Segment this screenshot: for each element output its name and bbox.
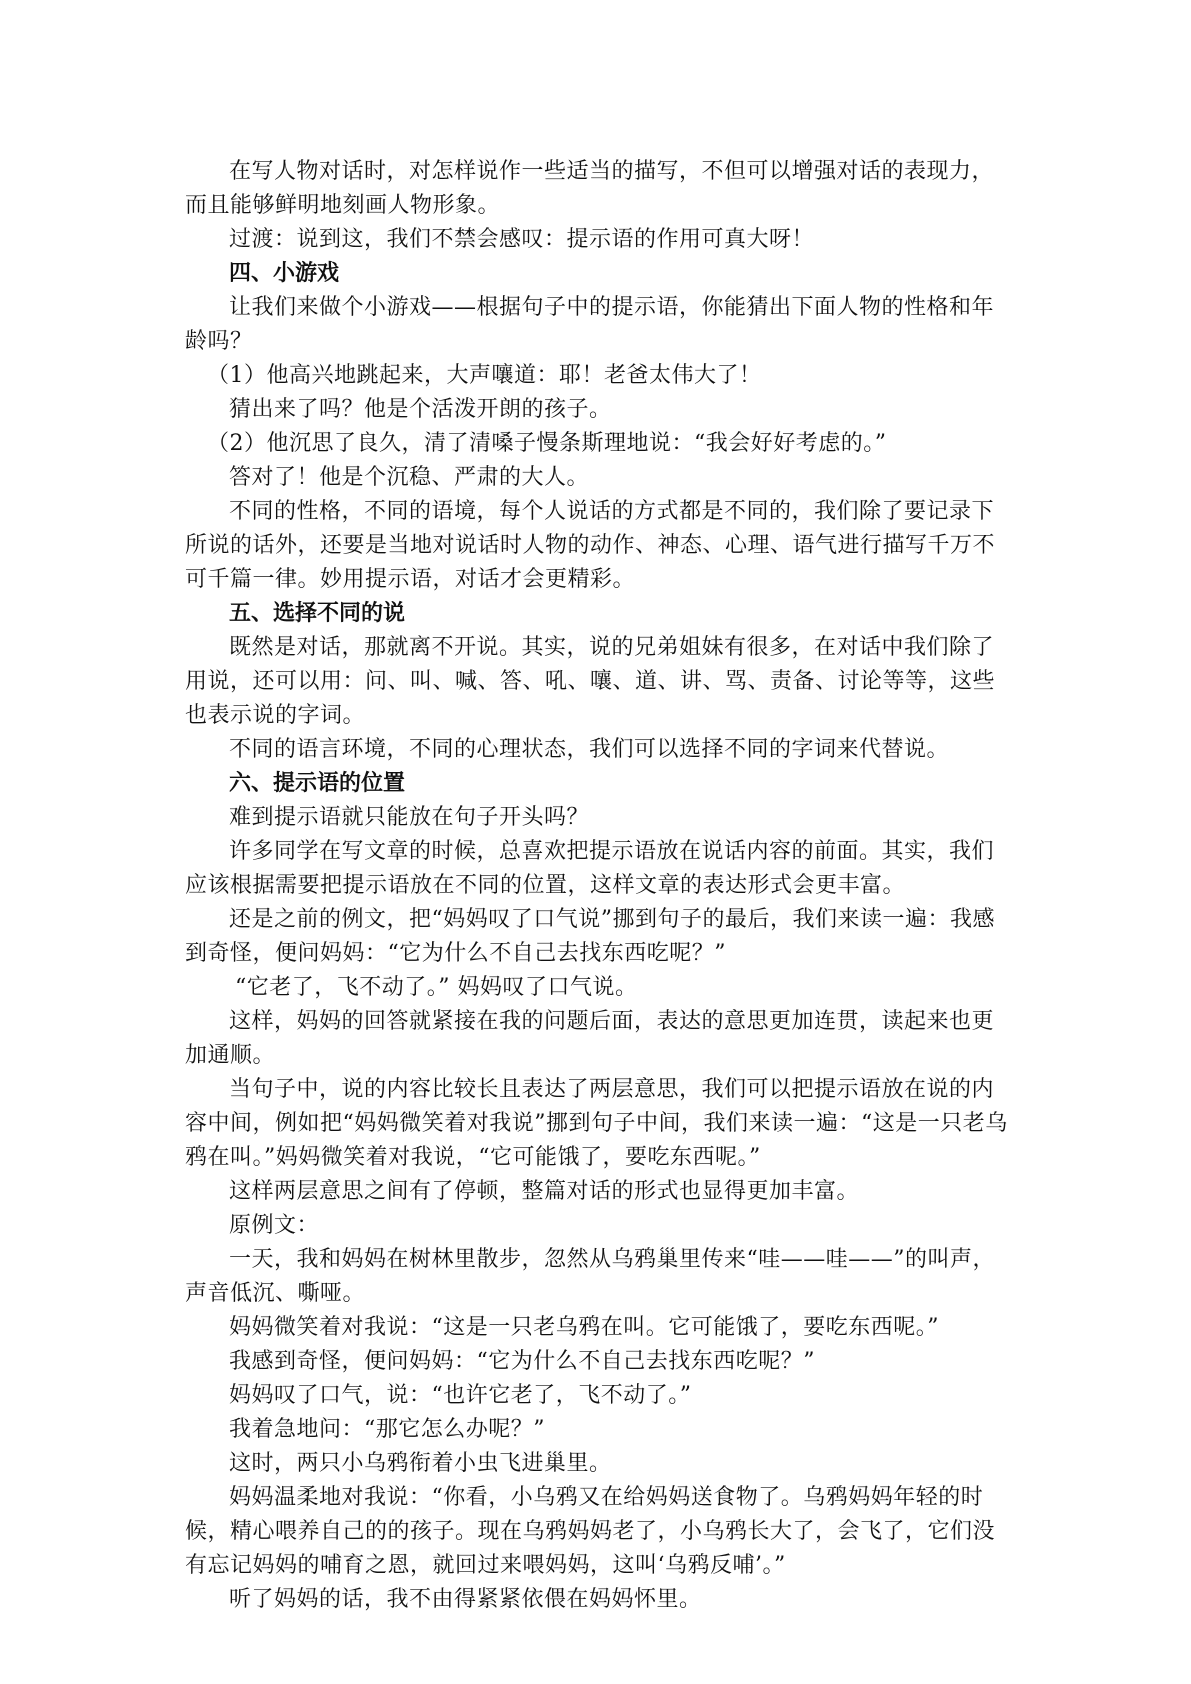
paragraph: 许多同学在写文章的时候，总喜欢把提示语放在说话内容的前面。其实，我们应该根据需要把提示语放在不同的位置，这样文章的表达形式会更丰富。 — [185, 839, 995, 898]
story-paragraph: 这时，两只小乌鸦衔着小虫飞进巢里。 — [229, 1451, 612, 1476]
story-paragraph: 妈妈微笑着对我说：“这是一只老乌鸦在叫。它可能饿了，要吃东西呢。” — [229, 1315, 939, 1340]
paragraph: 答对了！他是个沉稳、严肃的大人。 — [229, 465, 590, 490]
paragraph: 这样，妈妈的回答就紧接在我的问题后面，表达的意思更加连贯，读起来也更加通顺。 — [185, 1009, 995, 1068]
paragraph: 当句子中，说的内容比较长且表达了两层意思，我们可以把提示语放在说的内容中间，例如把“妈妈微笑着对我说”挪到句子中间，我们来读一遍：“这是一只老乌鸦在叫。”妈妈微笑着对我说，“它可能饿了，要吃东西呢。” — [185, 1077, 1008, 1170]
paragraph: 过渡：说到这，我们不禁会感叹：提示语的作用可真大呀！ — [229, 227, 815, 252]
paragraph: 让我们来做个小游戏——根据句子中的提示语，你能猜出下面人物的性格和年龄吗？ — [185, 295, 995, 354]
example-sentence: （1）他高兴地跳起来，大声嚷道：耶！老爸太伟大了！ — [207, 363, 762, 388]
paragraph: 原例文： — [229, 1213, 320, 1238]
paragraph: 这样两层意思之间有了停顿，整篇对话的形式也显得更加丰富。 — [229, 1179, 860, 1204]
section-heading: 四、小游戏 — [229, 261, 340, 286]
paragraph: 猜出来了吗？他是个活泼开朗的孩子。 — [229, 397, 612, 422]
story-paragraph: 我着急地问：“那它怎么办呢？” — [229, 1417, 545, 1442]
example-sentence: “它老了，飞不动了。” 妈妈叹了口气说。 — [235, 975, 638, 1000]
paragraph: 不同的语言环境，不同的心理状态，我们可以选择不同的字词来代替说。 — [229, 737, 950, 762]
story-paragraph: 听了妈妈的话，我不由得紧紧依偎在妈妈怀里。 — [229, 1587, 702, 1612]
paragraph: 不同的性格，不同的语境，每个人说话的方式都是不同的，我们除了要记录下所说的话外，还要是当地对说话时人物的动作、神态、心理、语气进行描写千万不可千篇一律。妙用提示语，对话才会更精彩。 — [185, 499, 996, 592]
paragraph: 在写人物对话时，对怎样说作一些适当的描写，不但可以增强对话的表现力，而且能够鲜明地刻画人物形象。 — [185, 159, 995, 218]
section-heading: 六、提示语的位置 — [229, 771, 406, 796]
example-sentence: （2）他沉思了良久，清了清嗓子慢条斯理地说：“我会好好考虑的。” — [207, 431, 887, 456]
paragraph: 既然是对话，那就离不开说。其实，说的兄弟姐妹有很多，在对话中我们除了用说，还可以用：问、叫、喊、答、吼、嚷、道、讲、骂、责备、讨论等等，这些也表示说的字词。 — [185, 635, 996, 728]
section-heading: 五、选择不同的说 — [229, 601, 406, 626]
story-paragraph: 一天，我和妈妈在树林里散步，忽然从乌鸦巢里传来“哇——哇——”的叫声，声音低沉、嘶哑。 — [185, 1247, 995, 1306]
paragraph: 还是之前的例文，把“妈妈叹了口气说”挪到句子的最后，我们来读一遍：我感到奇怪，便问妈妈：“它为什么不自己去找东西吃呢？” — [185, 907, 995, 966]
story-paragraph: 妈妈温柔地对我说：“你看，小乌鸦又在给妈妈送食物了。乌鸦妈妈年轻的时候，精心喂养自己的的孩子。现在乌鸦妈妈老了，小乌鸦长大了，会飞了，它们没有忘记妈妈的哺育之恩，就回过来喂妈妈，这叫‘乌鸦反哺’。” — [185, 1485, 996, 1578]
paragraph: 难到提示语就只能放在句子开头吗？ — [229, 805, 590, 830]
story-paragraph: 妈妈叹了口气，说：“也许它老了，飞不动了。” — [229, 1383, 692, 1408]
story-paragraph: 我感到奇怪，便问妈妈：“它为什么不自己去找东西吃呢？” — [229, 1349, 815, 1374]
